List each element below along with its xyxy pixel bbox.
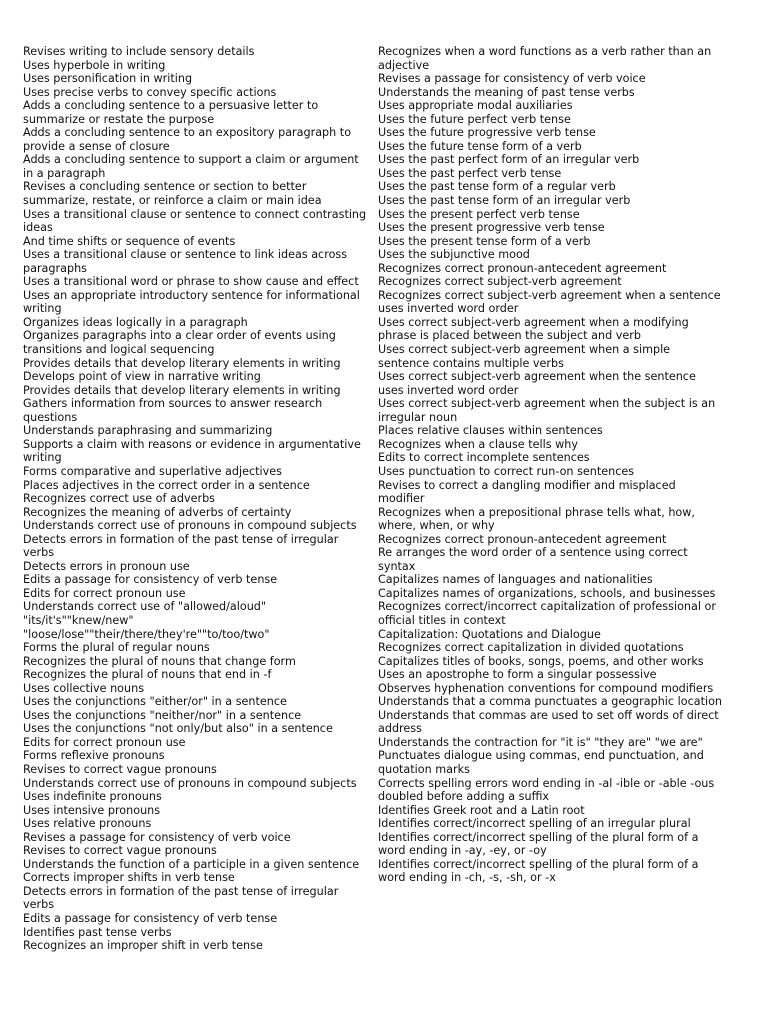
- skill-item: Punctuates dialogue using commas, end punctuation, and quotation marks: [378, 749, 704, 776]
- right-skill-list: [378, 45, 724, 885]
- skill-item: Capitalizes names of languages and nationalities: [378, 573, 653, 587]
- skill-item: Recognizes correct use of adverbs: [23, 492, 216, 506]
- skill-item: Re arranges the word order of a sentence using correct syntax: [378, 546, 688, 573]
- left-skill-list: [23, 45, 369, 953]
- skill-item: Uses the present perfect verb tense: [378, 207, 580, 221]
- skill-item: Uses the conjunctions "either/or" in a sentence: [23, 695, 287, 709]
- skill-item: Uses the future perfect verb tense: [378, 112, 571, 126]
- skill-item: Develops point of view in narrative writing: [23, 370, 261, 384]
- skill-item: Uses correct subject-verb agreement when the sentence uses inverted word order: [378, 370, 696, 397]
- skill-item: Understands the contraction for "it is" "they are" "we are": [378, 735, 703, 749]
- skill-item: Uses indefinite pronouns: [23, 790, 162, 804]
- skill-item: Uses personification in writing: [23, 72, 193, 86]
- skill-item: Revises a passage for consistency of verb voice: [23, 830, 291, 844]
- skill-item: Uses the conjunctions "neither/nor" in a sentence: [23, 708, 302, 722]
- skill-item: Uses a transitional word or phrase to show cause and effect: [23, 275, 359, 289]
- skill-item: Uses intensive pronouns: [23, 803, 161, 817]
- skill-item: Uses a transitional clause or sentence to connect contrasting ideas: [23, 207, 367, 235]
- skill-item: Edits to correct incomplete sentences: [378, 451, 590, 465]
- skill-item: And time shifts or sequence of events: [23, 234, 236, 248]
- skill-item: Understands correct use of pronouns in compound subjects: [23, 776, 357, 790]
- skill-item: Uses the past tense form of an irregular verb: [378, 194, 631, 208]
- skill-item: Identifies correct/incorrect spelling of the plural form of a word ending in -ch, -s, -sh, or -x: [378, 857, 699, 885]
- skill-item: Understands correct use of pronouns in compound subjects: [23, 519, 357, 533]
- skill-item: Understands that commas are used to set off words of direct address: [378, 708, 719, 736]
- skill-item: Detects errors in pronoun use: [23, 559, 190, 573]
- skill-item: Uses the present progressive verb tense: [378, 221, 605, 235]
- skill-item: Uses the present tense form of a verb: [378, 234, 591, 248]
- skill-item: Uses hyperbole in writing: [23, 58, 166, 72]
- skill-item: Uses correct subject-verb agreement when the subject is an irregular noun: [378, 397, 716, 424]
- skill-item: Identifies correct/incorrect spelling of the plural form of a word ending in -ay, -ey, or -oy: [378, 830, 699, 858]
- skill-item: Uses the conjunctions "not only/but also" in a sentence: [23, 722, 333, 736]
- skill-item: Gathers information from sources to answer research questions: [23, 397, 323, 424]
- skill-item: Revises to correct vague pronouns: [23, 762, 217, 776]
- skill-item: Uses collective nouns: [23, 681, 145, 695]
- skill-item: Recognizes correct pronoun-antecedent agreement: [378, 261, 667, 275]
- skill-item: Revises to correct vague pronouns: [23, 844, 217, 858]
- skill-item: Uses punctuation to correct run-on sentences: [378, 464, 635, 478]
- skill-item: Uses a transitional clause or sentence to link ideas across paragraphs: [23, 248, 348, 275]
- skill-item: Places relative clauses within sentences: [378, 424, 603, 438]
- skill-item: Uses the past perfect form of an irregular verb: [378, 153, 640, 167]
- skill-item: Identifies correct/incorrect spelling of an irregular plural: [378, 817, 691, 831]
- skill-item: Uses relative pronouns: [23, 817, 152, 831]
- skill-item: Detects errors in formation of the past tense of irregular verbs: [23, 884, 339, 912]
- skill-item: Uses the subjunctive mood: [378, 248, 530, 262]
- skill-item: Observes hyphenation conventions for compound modifiers: [378, 681, 714, 695]
- skill-item: Uses the past tense form of a regular verb: [378, 180, 616, 194]
- skill-item: Edits a passage for consistency of verb tense: [23, 912, 278, 925]
- skill-item: Capitalization: Quotations and Dialogue: [378, 627, 601, 641]
- skill-item: Provides details that develop literary elements in writing: [23, 383, 341, 397]
- skill-item: Uses precise verbs to convey specific actions: [23, 85, 277, 99]
- skill-item: Forms comparative and superlative adjectives: [23, 464, 282, 478]
- skill-item: Recognizes correct/incorrect capitalization of professional or official titles in context: [378, 600, 716, 627]
- skill-item: Uses the future progressive verb tense: [378, 126, 596, 140]
- skill-item: Capitalizes titles of books, songs, poems, and other works: [378, 654, 704, 668]
- skill-item: Uses an appropriate introductory sentence for informational writing: [23, 288, 360, 316]
- skill-item: Uses correct subject-verb agreement when a simple sentence contains multiple verbs: [378, 343, 671, 370]
- skill-item: Recognizes an improper shift in verb tense: [23, 939, 263, 953]
- skill-item: Corrects spelling errors word ending in -al -ible or -able -ous doubled before adding a suffix: [378, 776, 715, 804]
- skill-item: Edits a passage for consistency of verb tense: [23, 573, 278, 587]
- skill-item: Adds a concluding sentence to an expository paragraph to provide a sense of closure: [23, 126, 352, 153]
- skill-item: Recognizes the plural of nouns that end in -f: [23, 668, 272, 682]
- skill-item: Adds a concluding sentence to a persuasive letter to summarize or restate the purpose: [23, 99, 319, 126]
- skill-item: Recognizes the meaning of adverbs of certainty: [23, 505, 292, 519]
- skill-item: Organizes paragraphs into a clear order of events using transitions and logical sequencing: [23, 329, 336, 357]
- skill-item: Places adjectives in the correct order in a sentence: [23, 478, 310, 492]
- skill-item: Uses correct subject-verb agreement when a modifying phrase is placed between the subject and verb: [378, 315, 689, 343]
- skill-item: Revises to correct a dangling modifier and misplaced modifier: [378, 478, 676, 506]
- skill-item: Understands paraphrasing and summarizing: [23, 424, 273, 438]
- skill-item: Recognizes when a clause tells why: [378, 437, 578, 451]
- skill-item: Supports a claim with reasons or evidence in argumentative writing: [23, 437, 361, 465]
- skill-item: Capitalizes names of organizations, schools, and businesses: [378, 586, 716, 600]
- skill-item: Adds a concluding sentence to support a claim or argument in a paragraph: [23, 153, 359, 180]
- skill-item: Understands the meaning of past tense verbs: [378, 85, 635, 99]
- skill-item: Uses appropriate modal auxiliaries: [378, 99, 573, 113]
- skill-item: Edits for correct pronoun use: [23, 735, 186, 749]
- skill-item: Uses the future tense form of a verb: [378, 139, 582, 153]
- skill-item: Recognizes when a prepositional phrase tells what, how, where, when, or why: [378, 505, 695, 533]
- skill-item: Recognizes correct pronoun-antecedent agreement: [378, 532, 667, 546]
- skill-item: Recognizes the plural of nouns that change form: [23, 654, 296, 668]
- skill-item: Understands correct use of "allowed/aloud" "its/it's""knew/new" "loose/lose""their/there/they're""to/too/two": [23, 600, 270, 641]
- skill-item: Recognizes when a word functions as a verb rather than an adjective: [378, 45, 712, 72]
- skill-item: Forms reflexive pronouns: [23, 749, 165, 763]
- skill-item: Understands that a comma punctuates a geographic location: [378, 695, 723, 709]
- skill-item: Revises a concluding sentence or section to better summarize, restate, or reinforce a claim or main idea: [23, 180, 322, 208]
- skill-item: Corrects improper shifts in verb tense: [23, 871, 235, 885]
- skill-item: Edits for correct pronoun use: [23, 586, 186, 600]
- skill-item: Recognizes correct subject-verb agreement when a sentence uses inverted word order: [378, 288, 721, 316]
- skill-item: Revises writing to include sensory details: [23, 45, 255, 58]
- skill-item: Uses the past perfect verb tense: [378, 166, 562, 180]
- skill-item: Identifies Greek root and a Latin root: [378, 803, 585, 817]
- skill-item: Identifies past tense verbs: [23, 925, 172, 939]
- skill-item: Provides details that develop literary elements in writing: [23, 356, 341, 370]
- skill-item: Revises a passage for consistency of verb voice: [378, 72, 646, 86]
- skill-item: Organizes ideas logically in a paragraph: [23, 315, 248, 329]
- skill-item: Understands the function of a participle in a given sentence: [23, 857, 360, 871]
- skill-item: Uses an apostrophe to form a singular possessive: [378, 668, 657, 682]
- skill-item: Forms the plural of regular nouns: [23, 641, 210, 655]
- skill-item: Recognizes correct subject-verb agreement: [378, 275, 622, 289]
- skill-item: Detects errors in formation of the past tense of irregular verbs: [23, 532, 339, 560]
- skill-item: Recognizes correct capitalization in divided quotations: [378, 641, 684, 655]
